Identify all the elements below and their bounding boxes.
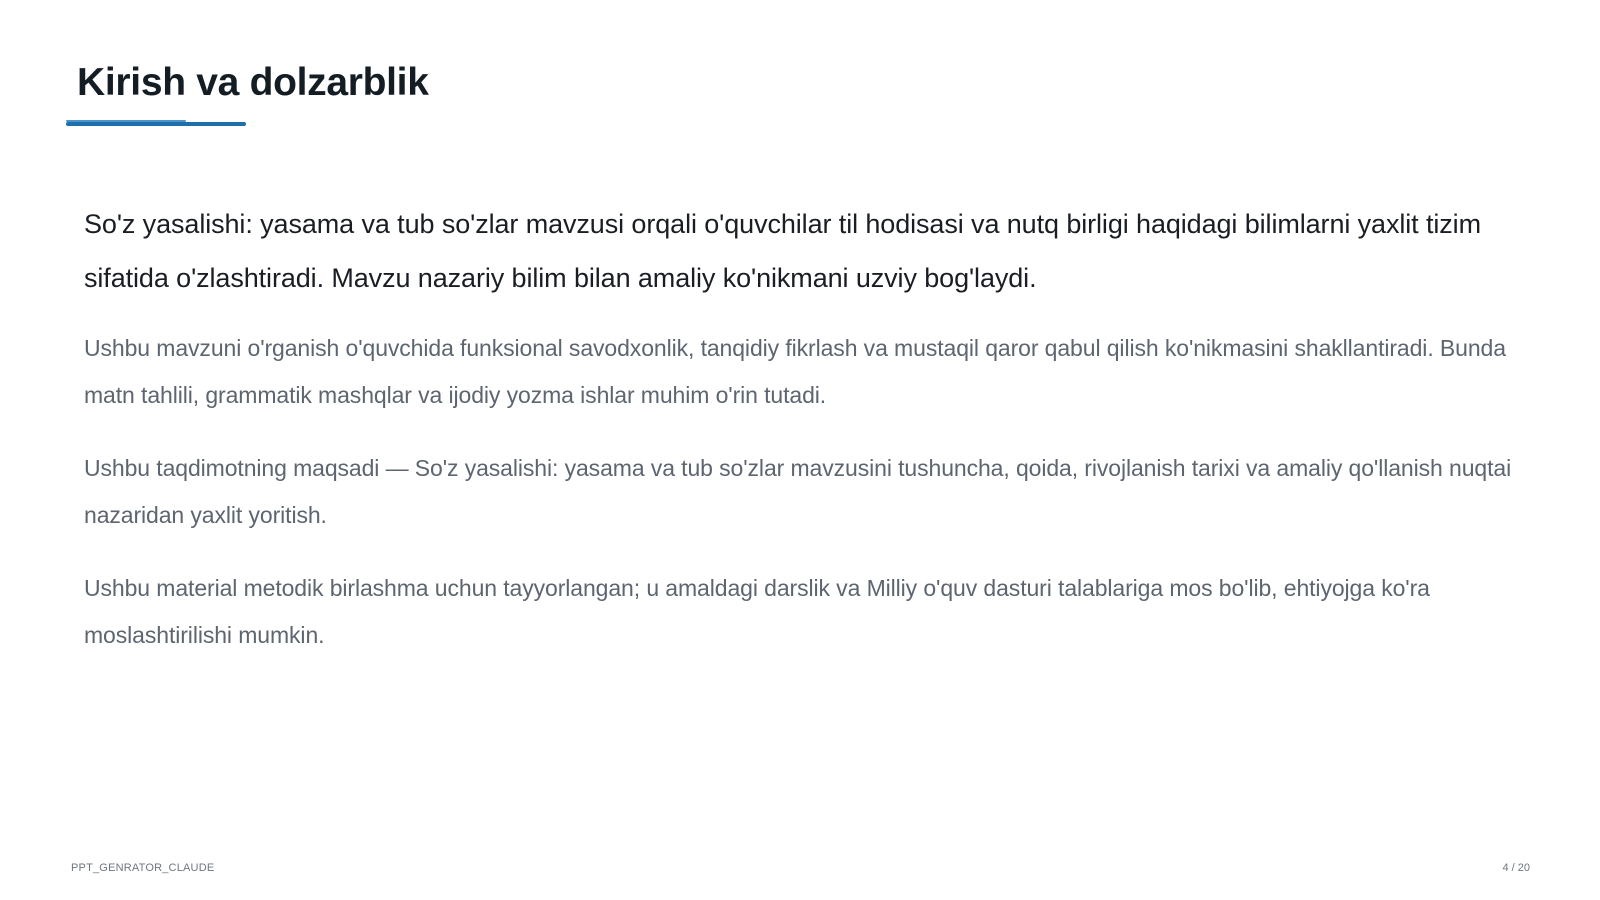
- body-paragraph-2: Ushbu taqdimotning maqsadi — So'z yasalishi: yasama va tub so'zlar mavzusini tushuncha, qoida, rivojlanish tarixi va amaliy qo'llanish nuqtai nazaridan yaxlit yoritish.: [84, 455, 1512, 528]
- slide-title: Kirish va dolzarblik: [77, 61, 429, 104]
- title-underline: [66, 122, 246, 126]
- footer-source-label: PPT_GENRATOR_CLAUDE: [71, 862, 215, 874]
- lead-paragraph: So'z yasalishi: yasama va tub so'zlar mavzusi orqali o'quvchilar til hodisasi va nutq birligi haqidagi bilimlarni yaxlit tizim sifatida o'zlashtiradi. Mavzu nazariy bilim bilan amaliy ko'nikmani uzviy bog'laydi.: [84, 209, 1481, 293]
- slide-content: [84, 197, 1524, 685]
- body-paragraph-3: Ushbu material metodik birlashma uchun tayyorlangan; u amaldagi darslik va Milliy o'quv dasturi talablariga mos bo'lib, ehtiyojga ko'ra moslashtirilishi mumkin.: [84, 575, 1430, 648]
- page-number: 4 / 20: [1502, 862, 1530, 874]
- body-paragraph-1: Ushbu mavzuni o'rganish o'quvchida funksional savodxonlik, tanqidiy fikrlash va mustaqil qaror qabul qilish ko'nikmasini shakllantiradi. Bunda matn tahlili, grammatik mashqlar va ijodiy yozma ishlar muhim o'rin tutadi.: [84, 335, 1506, 408]
